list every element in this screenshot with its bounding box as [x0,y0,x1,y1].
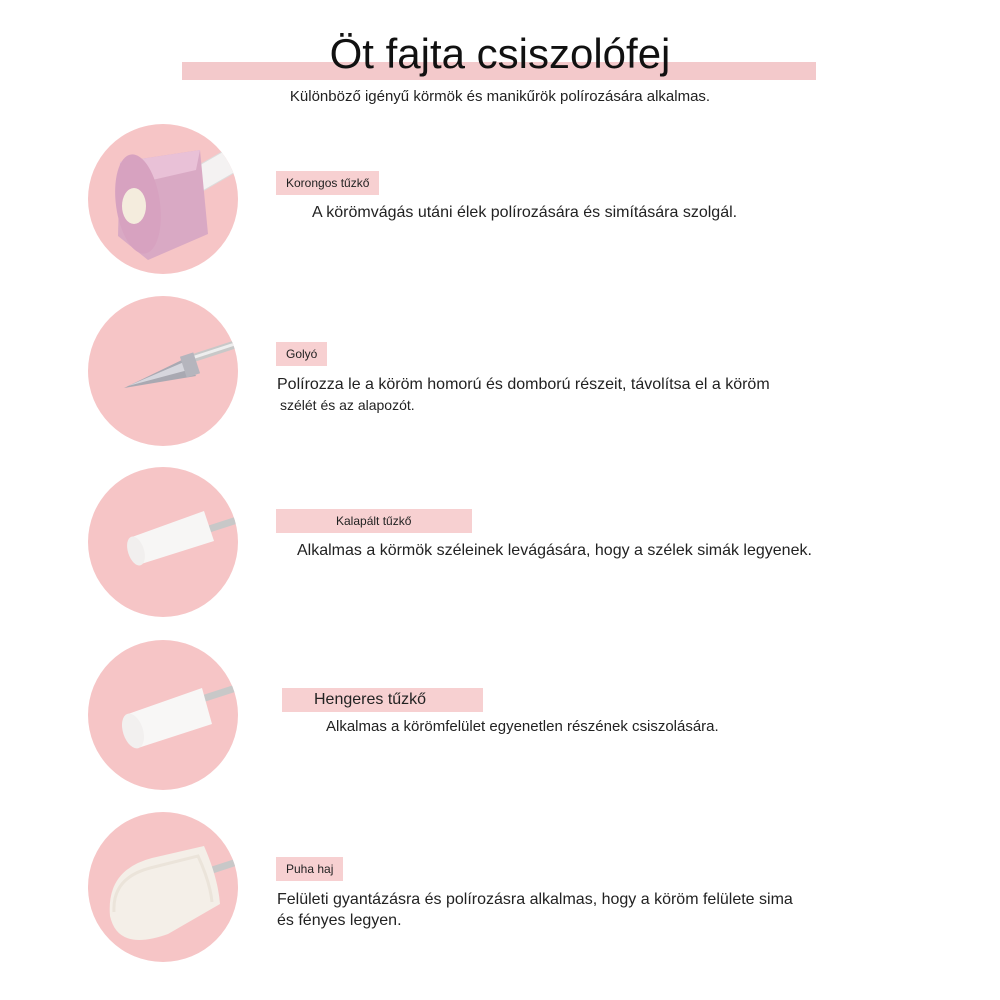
item-1-label: Korongos tűzkő [276,171,379,195]
product-item-5 [0,812,1000,982]
grinding-stone-icon [88,124,238,274]
item-2-description-line2: szélét és az alapozót. [280,397,415,413]
tapered-felt-bit-icon [88,467,238,617]
soft-wool-bit-icon [88,812,238,962]
page-subtitle: Különböző igényű körmök és manikűrök polírozására alkalmas. [289,88,711,105]
item-2-circle [88,296,238,446]
product-item-1 [0,124,1000,294]
item-4-label: Hengeres tűzkő [282,688,483,712]
item-2-label: Golyó [276,342,327,366]
cone-burr-icon [88,296,238,446]
product-item-2 [0,296,1000,466]
item-1-description: A körömvágás utáni élek polírozására és simítására szolgál. [312,204,738,221]
product-item-4 [0,640,1000,810]
item-3-circle [88,467,238,617]
item-2-description-line1: Polírozza le a köröm homorú és domború részeit, távolítsa el a köröm [277,376,770,393]
item-5-description-line2: és fényes legyen. [277,912,402,929]
item-5-label: Puha haj [276,857,343,881]
cylinder-felt-bit-icon [88,640,238,790]
item-4-description: Alkalmas a körömfelület egyenetlen részének csiszolására. [326,718,719,735]
item-3-description: Alkalmas a körmök széleinek levágására, hogy a szélek simák legyenek. [297,542,812,559]
item-5-circle [88,812,238,962]
item-1-circle [88,124,238,274]
item-3-label: Kalapált tűzkő [276,509,472,533]
page-title: Öt fajta csiszolófej [329,30,671,77]
item-5-description-line1: Felületi gyantázásra és polírozásra alkalmas, hogy a köröm felülete sima [277,891,793,908]
item-4-circle [88,640,238,790]
product-item-3 [0,467,1000,637]
